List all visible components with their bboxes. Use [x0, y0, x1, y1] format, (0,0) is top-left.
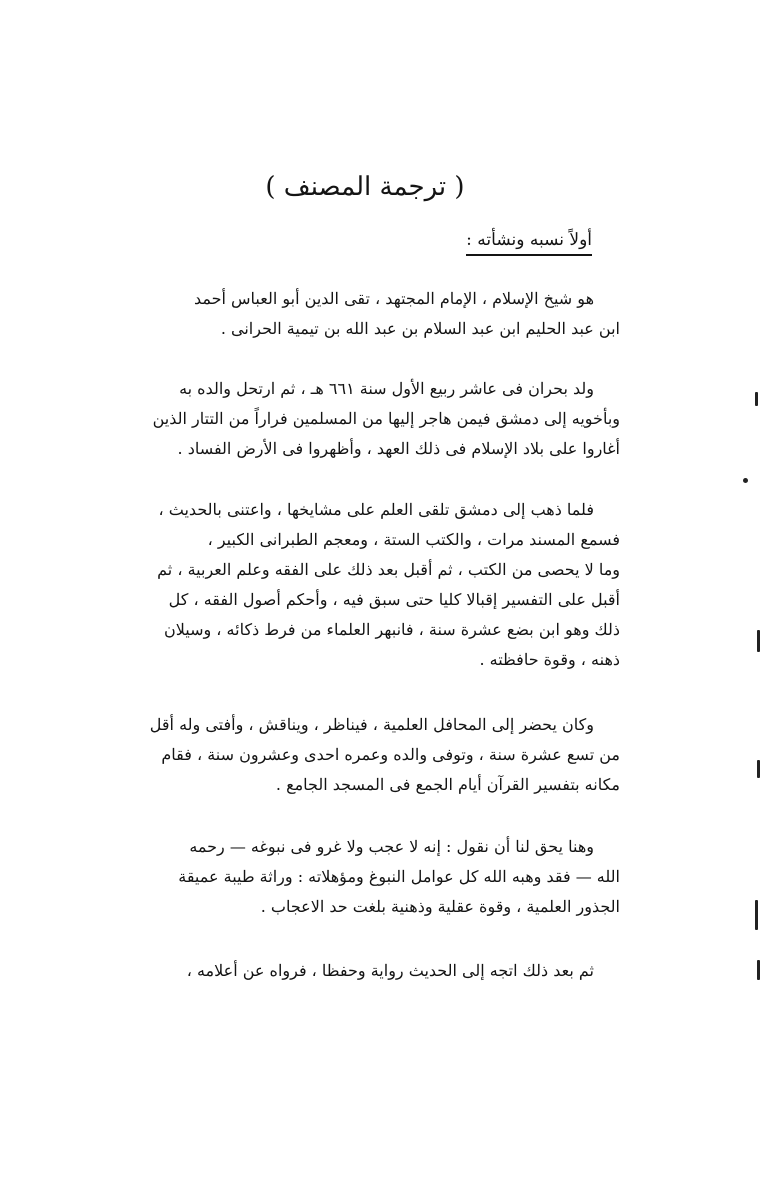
- text-line: ثم بعد ذلك اتجه إلى الحديث رواية وحفظا ، فرواه عن أعلامه ،: [186, 961, 594, 980]
- paragraph-lineage: [85, 284, 620, 344]
- text-line: الله — فقد وهبه الله كل عوامل النبوغ ومؤهلاته : وراثة طيبة عميقة: [178, 867, 620, 886]
- text-line: ذهنه ، وقوة حافظته .: [479, 650, 620, 669]
- paragraph-genius: [85, 832, 620, 922]
- text-line: وكان يحضر إلى المحافل العلمية ، فيناظر ، ويناقش ، وأفتى وله أقل: [149, 715, 594, 734]
- paragraph-hadith: [85, 956, 620, 986]
- text-line: مكانه بتفسير القرآن أيام الجمع فى المسجد الجامع .: [275, 775, 620, 794]
- text-line: أقبل على التفسير إقبالا كليا حتى سبق فيه ، وأحكم أصول الفقه ، كل: [168, 590, 620, 609]
- text-line: أغاروا على بلاد الإسلام فى ذلك العهد ، وأظهروا فى الأرض الفساد .: [177, 439, 620, 458]
- paragraph-study: [85, 495, 620, 675]
- text-line: ذلك وهو ابن بضع عشرة سنة ، فانبهر العلماء من فرط ذكائه ، وسيلان: [163, 620, 620, 639]
- text-line: ولد بحران فى عاشر ربيع الأول سنة ٦٦١ هـ ، ثم ارتحل والده به: [179, 379, 594, 398]
- text-line: من تسع عشرة سنة ، وتوفى والده وعمره احدى وعشرون سنة ، فقام: [161, 745, 620, 764]
- scan-speck: [755, 392, 758, 406]
- page-title: ( ترجمة المصنف ): [265, 172, 465, 202]
- paragraph-birth: [85, 374, 620, 464]
- text-line: فلما ذهب إلى دمشق تلقى العلم على مشايخها ، واعتنى بالحديث ،: [158, 500, 594, 519]
- section-heading: أولاً نسبه ونشأته :: [466, 230, 592, 256]
- text-line: وهنا يحق لنا أن نقول : إنه لا عجب ولا غرو فى نبوغه — رحمه: [189, 837, 594, 856]
- scan-speck: [743, 478, 748, 483]
- text-line: الجذور العلمية ، وقوة عقلية وذهنية بلغت حد الاعجاب .: [260, 897, 620, 916]
- scan-speck: [755, 900, 758, 930]
- text-line: ابن عبد الحليم ابن عبد السلام بن عبد الله بن تيمية الحرانى .: [220, 319, 620, 338]
- text-line: فسمع المسند مرات ، والكتب الستة ، ومعجم الطبرانى الكبير ،: [207, 530, 620, 549]
- paragraph-debates: [85, 710, 620, 800]
- text-line: وبأخويه إلى دمشق فيمن هاجر إليها من المسلمين فراراً من التتار الذين: [152, 409, 620, 428]
- text-line: هو شيخ الإسلام ، الإمام المجتهد ، تقى الدين أبو العباس أحمد: [193, 289, 594, 308]
- text-line: وما لا يحصى من الكتب ، ثم أقبل بعد ذلك على الفقه وعلم العربية ، ثم: [157, 560, 620, 579]
